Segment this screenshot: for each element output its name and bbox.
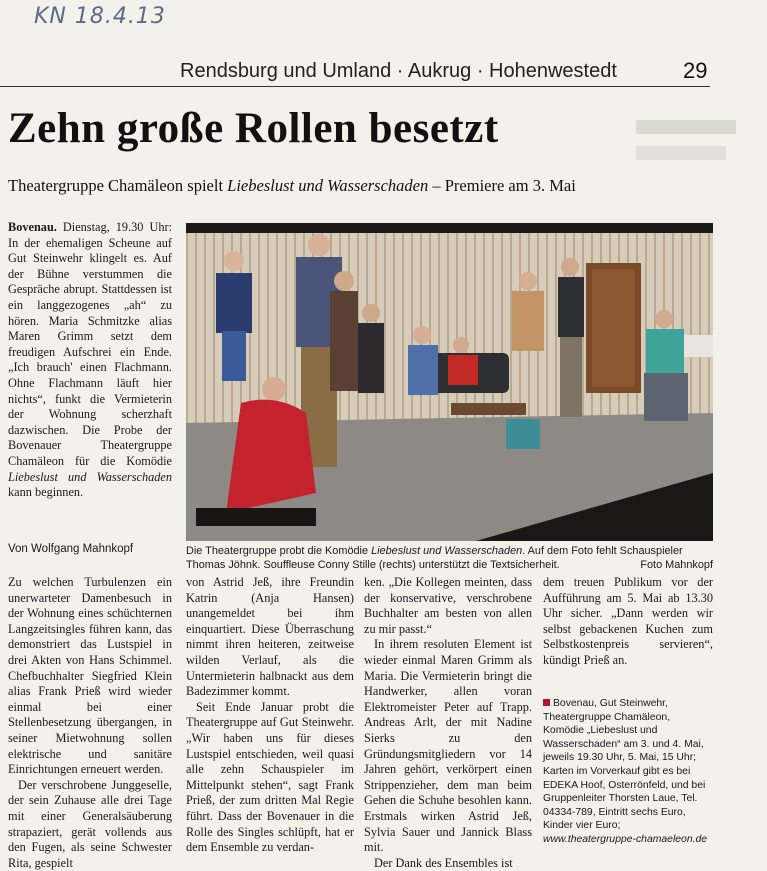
handwritten-date-note: KN 18.4.13 [34, 4, 166, 29]
bullet-square-icon [543, 699, 550, 706]
subhead-play-title: Liebeslust und Wasserschaden [227, 176, 429, 195]
caption-text-a: Die Theatergruppe probt die Komödie [186, 545, 372, 557]
rehearsal-photo [186, 223, 713, 541]
event-info-text: Bovenau, Gut Steinwehr, Theatergruppe Chamäleon, Komödie „Liebeslust und Wasserschaden“ am 3. und 4. Mai, jeweils 19.30 Uhr, 5. Mai, 15 Uhr; Karten im Vorverkauf gibt es bei EDEKA Hoof, Osterrönfeld, und bei Gruppenleiter Thorsten Laue, Tel. 04334-789, Eintritt sechs Euro, Kinder vier Euro; [543, 698, 706, 832]
body-col3-paragraph: In ihrem resoluten Element ist wieder einmal Maren Grimm als Maria. Die Vermieterin bringt die Handwerker, allen voran Elektromeister Peter auf Trapp. Andreas Arlt, der mit Nadine Sierks zu den Gründungsmitgliedern vor 14 Jahren gehört, verkörpert einen Strippenzieher, dem man beim Gehen die Schuhe besohlen kann. Erstmals wirken Astrid Jeß, Sylvia Sauer und Jannick Blass mit. [364, 637, 532, 855]
bleed-through-shape [636, 112, 746, 192]
body-col3-paragraph: ken. „Die Kollegen meinten, dass der konservative, verschrobene Buchhalter am besten von allen zu mir passt.“ [364, 575, 532, 636]
body-column-2 [186, 575, 354, 856]
photo-caption [186, 545, 713, 572]
website-link[interactable]: www.theatergruppe-chamaeleon.de [543, 833, 708, 845]
caption-play-title: Liebeslust und Wasserschaden [371, 545, 523, 557]
header-rule [0, 86, 710, 87]
body-col1-paragraph: Zu welchen Turbulenzen ein unerwarteter Damenbesuch in der Wohnung eines schüchternen Langzeitsingles führen kann, das demonstriert das Lustspiel in drei Akten von Hans Schimmel. Chefbuchhalter Siegfried Klein alias Frank Prieß wird wieder einmal bei einer Stellenbesetzung übergangen, in seiner Mietwohnung sollen elektrische und sanitäre Einrichtungen erneuert werden. [8, 575, 172, 777]
intro-play-title: Liebeslust und Wasserschaden [8, 469, 172, 484]
intro-paragraph [8, 220, 172, 501]
dateline-place: Bovenau. [8, 220, 57, 234]
body-col1-paragraph: Der verschrobene Junggeselle, der sein Zuhause alle drei Tage mit einer Generalsäuberung strapaziert, gerät vollends aus den Fugen, als seine Schwester Rita, gespielt [8, 777, 172, 870]
rehearsal-photo-illustration [186, 223, 713, 541]
body-column-1 [8, 575, 172, 871]
section-header: Rendsburg und Umland · Aukrug · Hohenwestedt [180, 60, 617, 82]
bleed-through-text [636, 112, 746, 198]
headline: Zehn große Rollen besetzt [8, 105, 499, 152]
photo-credit: Foto Mahnkopf [640, 558, 713, 571]
body-column-4 [543, 575, 713, 669]
intro-text-1: Dienstag, 19.30 Uhr: In der ehemaligen Scheune auf Gut Steinwehr klingelt es. Auf der Bühne verstummen die Gespräche abrupt. Stattdessen ist ein langgezogenes „ah“ zu hören. Maria Schmitzke alias Maren Grimm setzt dem freudigen Aufschrei ein Ende. „Ich brauch' einen Flachmann. Ohne Flachmann läuft hier nichts“, funkt die Vermieterin der Wohnung scherzhaft dazwischen. Die Probe der Bovenauer Theatergruppe Chamäleon für die Komödie [8, 220, 172, 468]
body-col2-paragraph: von Astrid Jeß, ihre Freundin Katrin (Anja Hansen) unangemeldet bei ihm einquartiert. Diese Überraschung nimmt ihren heiteren, zeitweise wilden Verlauf, als die Untermieterin halbnackt aus dem Badezimmer kommt. [186, 575, 354, 699]
body-column-3 [364, 575, 532, 871]
subhead-suffix: – Premiere am 3. Mai [428, 176, 576, 195]
page-number: 29 [683, 58, 708, 83]
intro-text-2: kann beginnen. [8, 485, 84, 500]
body-col3-paragraph: Der Dank des Ensembles ist [374, 855, 513, 870]
body-col2-paragraph: Seit Ende Januar probt die Theatergruppe auf Gut Steinwehr. „Wir haben uns für dieses Lustspiel entschieden, weil quasi alle zehn Schauspieler im Mittelpunkt stehen“, sagt Frank Prieß, der zum dritten Mal Regie führt. Dass der Bovenauer in die Rolle des Singles schlüpft, hat er dem Ensemble zu verdan- [186, 699, 354, 855]
byline: Von Wolfgang Mahnkopf [8, 543, 134, 555]
event-info-box [543, 697, 713, 847]
body-col4-paragraph: dem treuen Publikum vor der Aufführung am 5. Mai ab 13.30 Uhr sicher. „Dann werden wir selbst gebackenen Kuchen zum Selbstkostenpreis servieren“, kündigt Prieß an. [543, 575, 713, 667]
subhead-prefix: Theatergruppe Chamäleon spielt [8, 176, 228, 195]
caption-text-b: . Auf dem Foto fehlt Schauspieler Thomas Jöhnk. Souffleuse Conny Stille (rechts) unterstützt die Textsicherheit. [186, 545, 683, 571]
subheadline [8, 176, 576, 196]
